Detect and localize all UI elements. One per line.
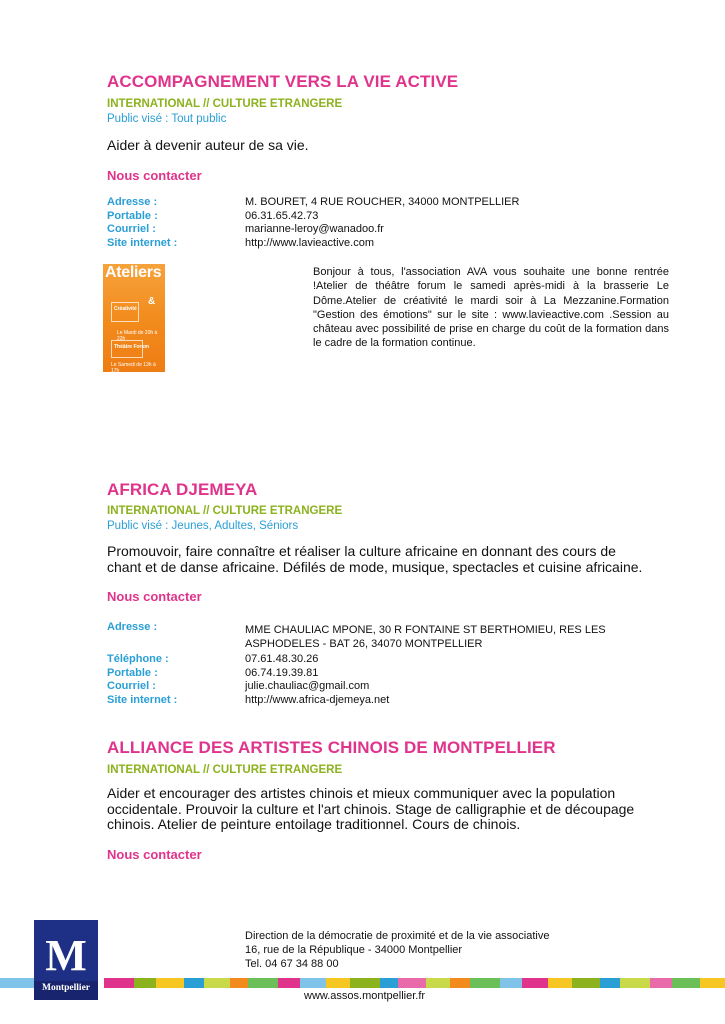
contact-row	[107, 667, 667, 681]
contact-row	[107, 653, 667, 667]
ateliers-poster-image	[103, 264, 165, 372]
contact-row	[107, 694, 667, 708]
entry-description: Promouvoir, faire connaître et réaliser la culture africaine en donnant des cours de chant et de danse africaine. Défilés de mode, musique, spectacles et cuisine africaine.	[107, 543, 643, 575]
entry-title: AFRICA DJEMEYA	[107, 480, 258, 499]
entry-description: Aider à devenir auteur de sa vie.	[107, 137, 309, 153]
entry-category: INTERNATIONAL // CULTURE ETRANGERE	[107, 98, 343, 110]
poster-title: Ateliers	[105, 264, 162, 281]
entry-category: INTERNATIONAL // CULTURE ETRANGERE	[107, 505, 343, 517]
poster-line: Créativité	[114, 306, 137, 312]
contact-row	[107, 196, 667, 210]
contact-list	[107, 196, 667, 250]
montpellier-logo	[34, 920, 98, 1000]
contact-label: Courriel :	[107, 680, 156, 692]
contact-label: Adresse :	[107, 196, 158, 208]
contact-row	[107, 621, 667, 651]
contact-value: 06.74.19.39.81	[245, 666, 319, 679]
entry-description: Aider et encourager des artistes chinois et mieux communiquer avec la population occidentale. Prouvoir la culture et l'art chinois. Stage de calligraphie et de découpage chinois. Atelier de peinture entoilage traditionnel. Cours de chinois.	[107, 785, 635, 832]
contact-label: Site internet :	[107, 693, 178, 706]
logo-name: Montpellier	[41, 983, 90, 993]
footer-line: Direction de la démocratie de proximité et de la vie associative	[245, 930, 550, 942]
contact-value: M. BOURET, 4 RUE ROUCHER, 34000 MONTPELLIER	[245, 196, 520, 208]
contact-row	[107, 237, 667, 251]
contact-value[interactable]: julie.chauliac@gmail.com	[245, 680, 370, 692]
contact-heading: Nous contacter	[107, 589, 202, 604]
contact-heading: Nous contacter	[107, 847, 202, 862]
poster-frame	[111, 302, 139, 322]
contact-label: Courriel :	[107, 223, 156, 235]
poster-line: Le Samedi de 13h à 17h	[111, 362, 156, 372]
contact-value: MME CHAULIAC MPONE, 30 R FONTAINE ST BERTHOMIEU, RES LES ASPHODELES - BAT 26, 34070 MONTPELLIER	[245, 624, 606, 650]
poster-line: Théâtre Forum	[114, 344, 150, 350]
contact-label: Portable :	[107, 209, 158, 222]
contact-row	[107, 223, 667, 237]
contact-heading: Nous contacter	[107, 168, 202, 183]
entry-public: Public visé : Jeunes, Adultes, Séniors	[107, 520, 299, 532]
contact-value: 07.61.48.30.26	[245, 653, 319, 665]
contact-value: 06.31.65.42.73	[245, 209, 319, 222]
logo-letter: M	[45, 931, 87, 980]
entry-public: Public visé : Tout public	[107, 113, 227, 125]
contact-row	[107, 210, 667, 224]
contact-label: Portable :	[107, 666, 158, 679]
contact-row	[107, 680, 667, 694]
footer-address	[245, 929, 549, 971]
entry-title: ACCOMPAGNEMENT VERS LA VIE ACTIVE	[107, 72, 459, 91]
footer-website-link[interactable]: www.assos.montpellier.fr	[304, 990, 426, 1002]
contact-value[interactable]: marianne-leroy@wanadoo.fr	[245, 223, 384, 235]
footer-line: 16, rue de la République - 34000 Montpellier	[245, 944, 463, 956]
poster-line: Le Mardi de 20h à 22h	[117, 330, 158, 342]
contact-value[interactable]: http://www.africa-djemeya.net	[245, 693, 390, 706]
entry-note: Bonjour à tous, l'association AVA vous souhaite une bonne rentrée !Atelier de théâtre forum le samedi après-midi à la brasserie Le Dôme.Atelier de créativité le mardi soir à La Mezzanine.Formation "Gestion des émotions" sur le site : www.lavieactive.com .Session au château avec possibilité de prise en charge du coût de la formation dans le cadre de la formation continue.	[313, 266, 669, 350]
contact-value[interactable]: http://www.lavieactive.com	[245, 236, 374, 249]
entry-category: INTERNATIONAL // CULTURE ETRANGERE	[107, 764, 343, 776]
footer-line: Tel. 04 67 34 88 00	[245, 958, 339, 970]
contact-label: Site internet :	[107, 236, 178, 249]
contact-label: Téléphone :	[107, 653, 169, 665]
poster-amp: &	[148, 296, 156, 307]
contact-list	[107, 621, 667, 707]
contact-label: Adresse :	[107, 621, 158, 633]
entry-title: ALLIANCE DES ARTISTES CHINOIS DE MONTPELLIER	[107, 738, 556, 757]
